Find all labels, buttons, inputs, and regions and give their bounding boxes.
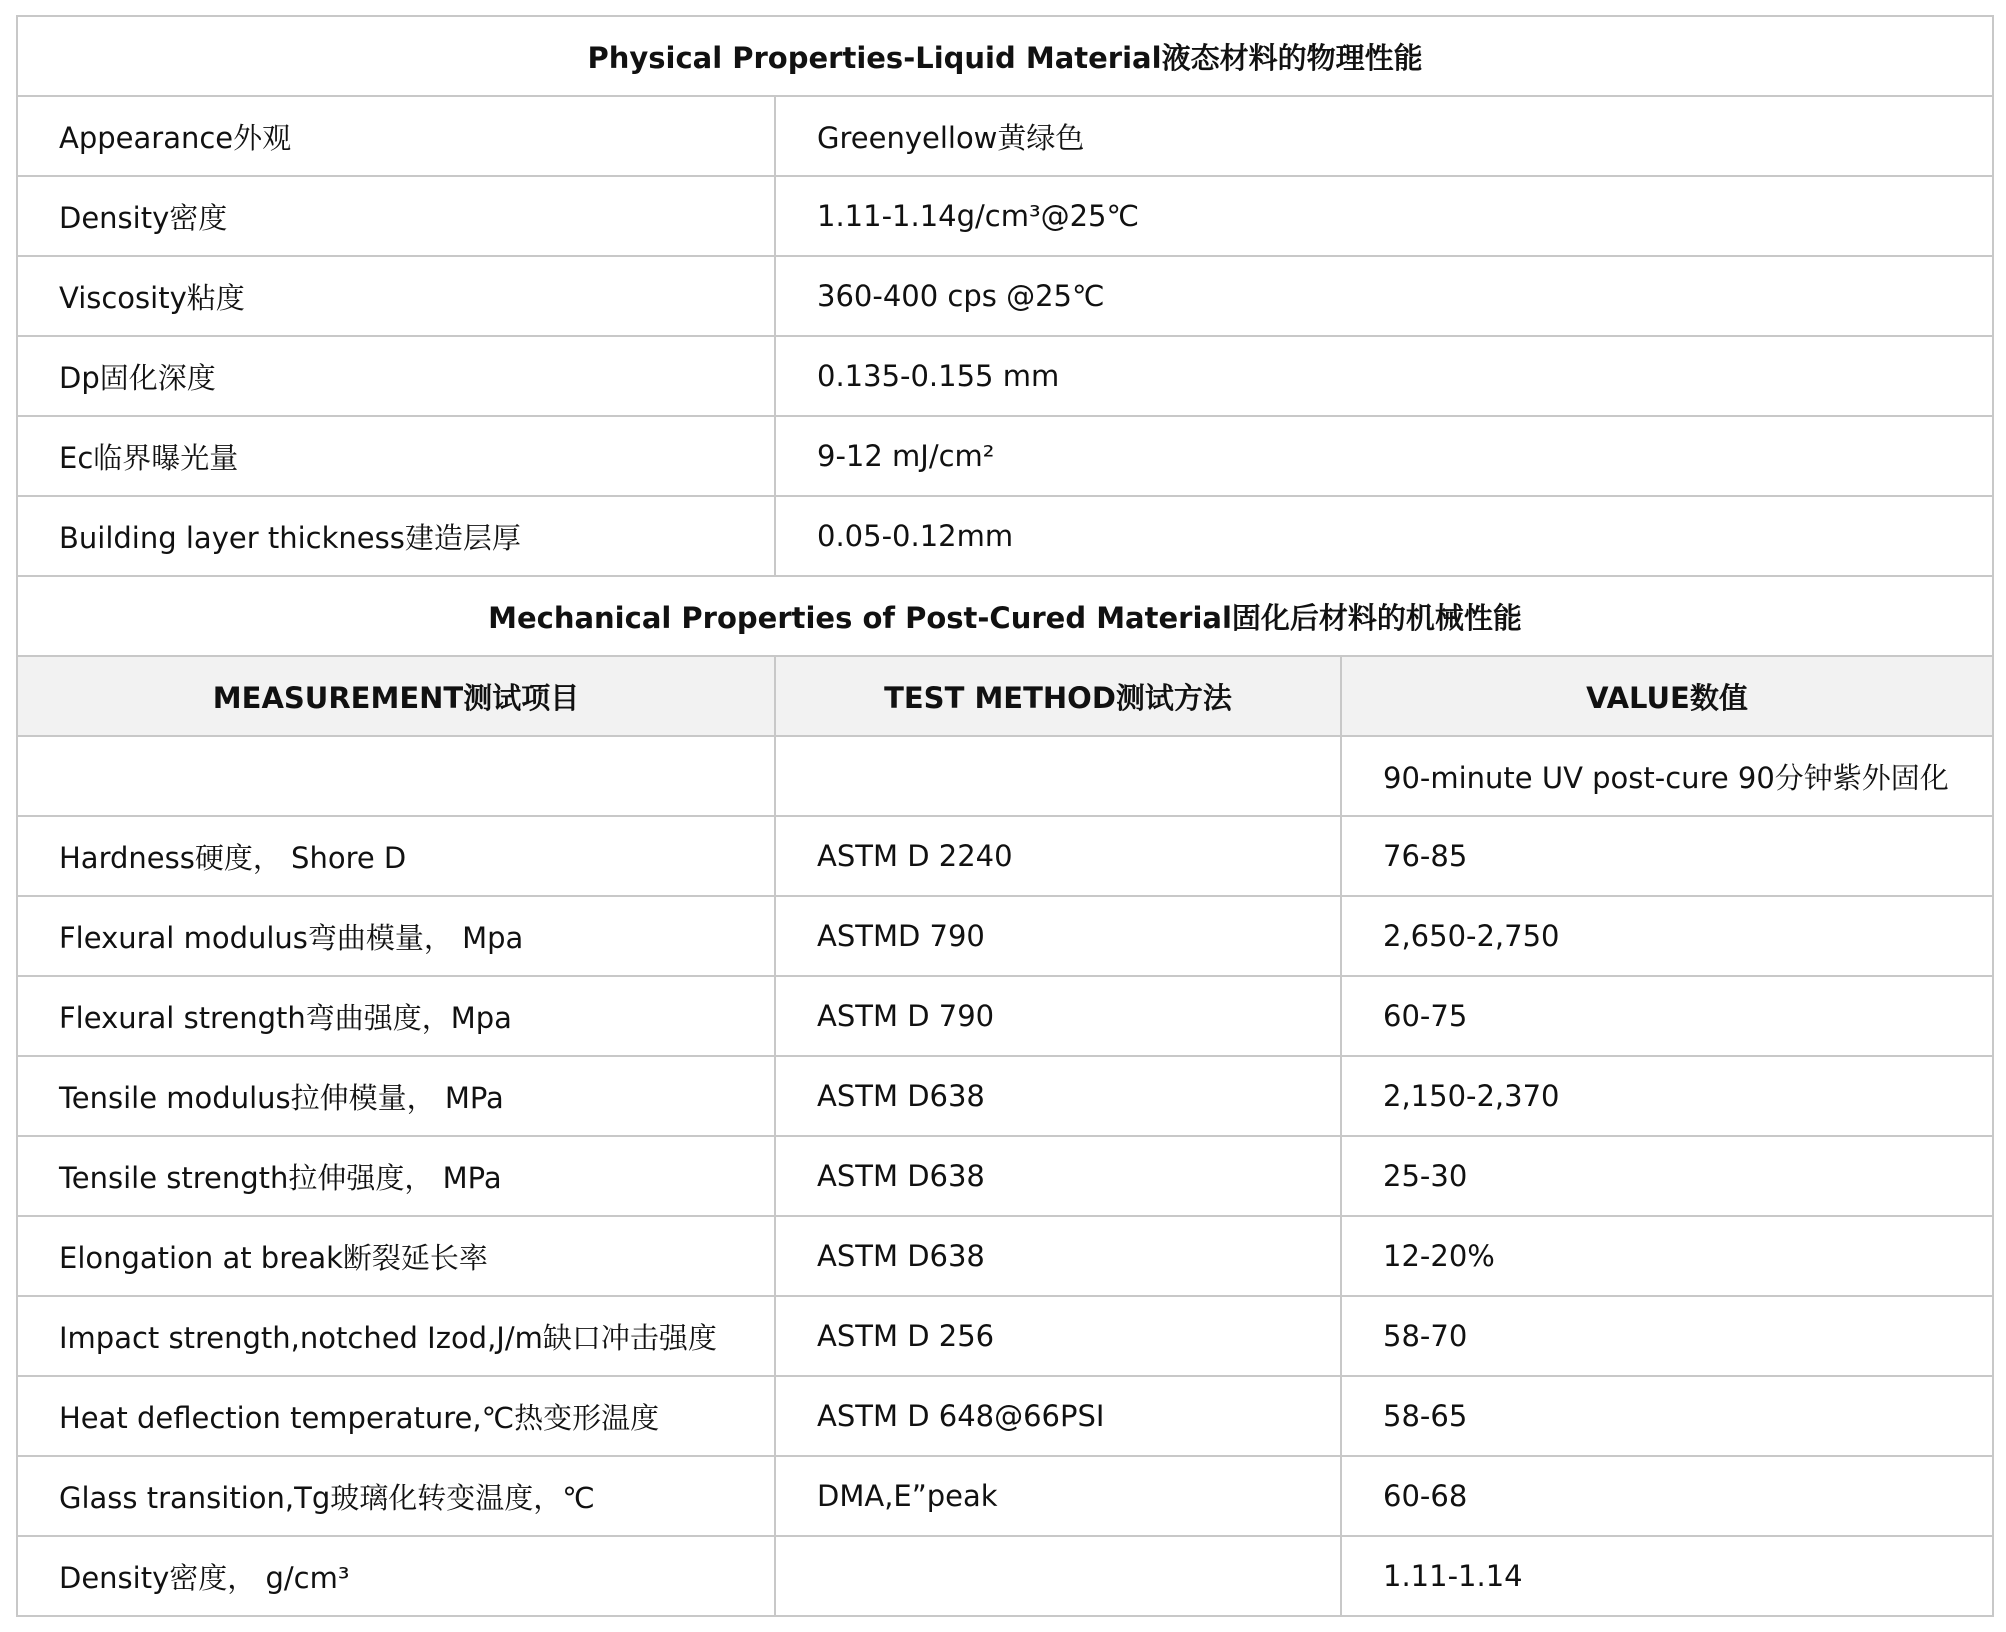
physical-row: [17, 256, 1993, 336]
header-measurement: MEASUREMENT测试项目: [17, 656, 775, 736]
value-cell: 2,150-2,370: [1341, 1056, 1993, 1136]
measurement-cell: [17, 736, 775, 816]
value-cell: 1.11-1.14: [1341, 1536, 1993, 1616]
mechanical-row: [17, 1136, 1993, 1216]
header-test-method: TEST METHOD测试方法: [775, 656, 1341, 736]
mechanical-row: [17, 1376, 1993, 1456]
test-method-cell: [775, 1536, 1341, 1616]
test-method-cell: ASTM D638: [775, 1216, 1341, 1296]
value-cell: 90-minute UV post-cure 90分钟紫外固化: [1341, 736, 1993, 816]
mechanical-row: [17, 1216, 1993, 1296]
property-value: Greenyellow黄绿色: [775, 96, 1993, 176]
property-value: 1.11-1.14g/cm³@25℃: [775, 176, 1993, 256]
property-name: Building layer thickness建造层厚: [17, 496, 775, 576]
measurement-cell: Elongation at break断裂延长率: [17, 1216, 775, 1296]
mechanical-row: [17, 976, 1993, 1056]
property-value: 9-12 mJ/cm²: [775, 416, 1993, 496]
mechanical-row: [17, 1296, 1993, 1376]
physical-row: [17, 176, 1993, 256]
property-name: Density密度: [17, 176, 775, 256]
physical-row: [17, 96, 1993, 176]
property-name: Dp固化深度: [17, 336, 775, 416]
property-name: Ec临界曝光量: [17, 416, 775, 496]
measurement-cell: Flexural strength弯曲强度，Mpa: [17, 976, 775, 1056]
mechanical-row: [17, 816, 1993, 896]
mechanical-properties-title: Mechanical Properties of Post-Cured Material固化后材料的机械性能: [17, 576, 1993, 656]
test-method-cell: ASTM D 790: [775, 976, 1341, 1056]
value-cell: 60-75: [1341, 976, 1993, 1056]
measurement-cell: Density密度， g/cm³: [17, 1536, 775, 1616]
test-method-cell: ASTM D 648@66PSI: [775, 1376, 1341, 1456]
measurement-cell: Tensile modulus拉伸模量， MPa: [17, 1056, 775, 1136]
property-value: 0.05-0.12mm: [775, 496, 1993, 576]
physical-row: [17, 336, 1993, 416]
test-method-cell: ASTM D 256: [775, 1296, 1341, 1376]
property-name: Viscosity粘度: [17, 256, 775, 336]
mechanical-row: [17, 736, 1993, 816]
value-cell: 12-20%: [1341, 1216, 1993, 1296]
test-method-cell: ASTM D638: [775, 1136, 1341, 1216]
property-value: 360-400 cps @25℃: [775, 256, 1993, 336]
physical-row: [17, 416, 1993, 496]
measurement-cell: Tensile strength拉伸强度， MPa: [17, 1136, 775, 1216]
header-value: VALUE数值: [1341, 656, 1993, 736]
measurement-cell: Heat deflection temperature,℃热变形温度: [17, 1376, 775, 1456]
physical-title-row: [17, 16, 1993, 96]
properties-table: [16, 15, 1994, 1617]
measurement-cell: Glass transition,Tg玻璃化转变温度，℃: [17, 1456, 775, 1536]
mechanical-row: [17, 1056, 1993, 1136]
value-cell: 76-85: [1341, 816, 1993, 896]
value-cell: 60-68: [1341, 1456, 1993, 1536]
physical-properties-title: Physical Properties-Liquid Material液态材料的物理性能: [17, 16, 1993, 96]
test-method-cell: ASTM D 2240: [775, 816, 1341, 896]
measurement-cell: Hardness硬度， Shore D: [17, 816, 775, 896]
column-header-row: [17, 656, 1993, 736]
value-cell: 2,650-2,750: [1341, 896, 1993, 976]
mechanical-title-row: [17, 576, 1993, 656]
value-cell: 25-30: [1341, 1136, 1993, 1216]
test-method-cell: DMA,E”peak: [775, 1456, 1341, 1536]
mechanical-row: [17, 1456, 1993, 1536]
measurement-cell: Flexural modulus弯曲模量， Mpa: [17, 896, 775, 976]
test-method-cell: [775, 736, 1341, 816]
property-name: Appearance外观: [17, 96, 775, 176]
test-method-cell: ASTMD 790: [775, 896, 1341, 976]
physical-row: [17, 496, 1993, 576]
value-cell: 58-65: [1341, 1376, 1993, 1456]
test-method-cell: ASTM D638: [775, 1056, 1341, 1136]
mechanical-row: [17, 1536, 1993, 1616]
value-cell: 58-70: [1341, 1296, 1993, 1376]
measurement-cell: Impact strength,notched Izod,J/m缺口冲击强度: [17, 1296, 775, 1376]
mechanical-row: [17, 896, 1993, 976]
property-value: 0.135-0.155 mm: [775, 336, 1993, 416]
